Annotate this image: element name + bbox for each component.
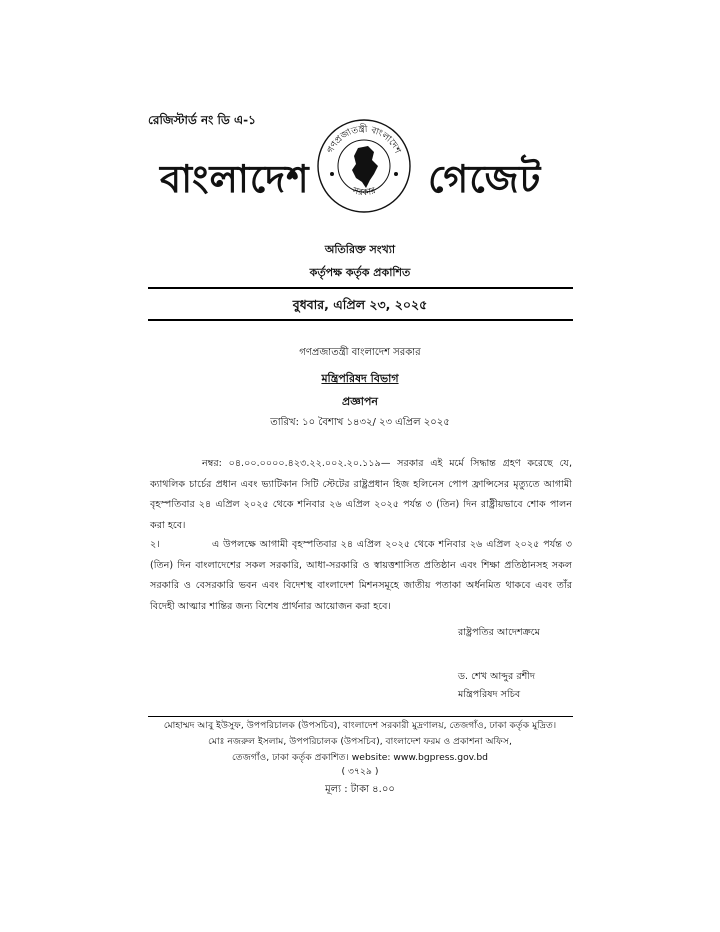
paragraph-2-number: ২। — [150, 539, 160, 550]
signature-order: রাষ্ট্রপতির আদেশক্রমে — [458, 627, 540, 638]
bangladesh-map-icon — [352, 146, 378, 188]
registered-number: রেজিস্টার্ড নং ডি এ-১ — [148, 113, 256, 127]
footer-website-line: তেজগাঁও, ঢাকা কর্তৃক প্রকাশিত। website: www.bgpress.gov.bd — [232, 752, 488, 763]
gazette-title-right: গেজেট — [428, 157, 542, 201]
division-name: মন্ত্রিপরিষদ বিভাগ — [321, 372, 399, 385]
paragraph-2 — [150, 535, 572, 617]
gazette-title-left: বাংলাদেশ — [160, 157, 310, 201]
price-label: মূল্য : টাকা ৪.০০ — [325, 784, 395, 795]
government-name: গণপ্রজাতন্ত্রী বাংলাদেশ সরকার — [299, 347, 421, 358]
paragraph-1: নম্বর: ০৪.০০.০০০০.৪২৩.২২.০০২.২০.১১৯— সরকার এই মর্মে সিদ্ধান্ত গ্রহণ করেছে যে, ক্যাথলিক চার্চের প্রধান এবং ভ্যাটিকান সিটি স্টেটের রাষ্ট্রপ্রধান হিজ হলিনেস পোপ ফ্রান্সিসের মৃত্যুতে আগামী বৃহস্পতিবার ২৪ এপ্রিল ২০২৫ থেকে শনিবার ২৬ এপ্রিল ২০২৫ পর্যন্ত ৩ (তিন) দিন রাষ্ট্রীয়ভাবে শোক পালন করা হবে। — [150, 458, 572, 531]
footer-publisher-line: মোঃ নজরুল ইসলাম, উপপরিচালক (উপসচিব), বাংলাদেশ ফরম ও প্রকাশনা অফিস, — [208, 736, 512, 747]
published-by-label: কর্তৃপক্ষ কর্তৃক প্রকাশিত — [309, 266, 411, 279]
seal-text-top: গণপ্রজাতন্ত্রী বাংলাদেশ — [325, 124, 403, 156]
header-rule-bottom — [148, 319, 573, 321]
gazette-date: বুধবার, এপ্রিল ২৩, ২০২৫ — [292, 297, 428, 312]
notice-date: তারিখ: ১০ বৈশাখ ১৪৩২/ ২৩ এপ্রিল ২০২৫ — [270, 417, 450, 428]
svg-text:সরকার — [350, 186, 378, 199]
paragraph-2-text: এ উপলক্ষে আগামী বৃহস্পতিবার ২৪ এপ্রিল ২০২৫ থেকে শনিবার ২৬ এপ্রিল ২০২৫ পর্যন্ত ৩ (তিন) দিন বাংলাদেশের সকল সরকারি, আধা-সরকারি ও স্বায়ত্তশাসিত প্রতিষ্ঠান এবং শিক্ষা প্রতিষ্ঠানসহ সকল সরকারি ও বেসরকারি ভবন এবং বিদেশস্থ বাংলাদেশ মিশনসমূহে জাতীয় পতাকা অর্ধনমিত থাকবে এবং তাঁর বিদেহী আত্মার শান্তির জন্য বিশেষ প্রার্থনার আয়োজন করা হবে। — [150, 539, 572, 612]
footer-rule — [148, 716, 573, 717]
seal-text-bottom: সরকার — [350, 185, 378, 199]
notice-title: প্রজ্ঞাপন — [342, 395, 378, 408]
government-seal — [316, 118, 412, 214]
extra-issue-label: অতিরিক্ত সংখ্যা — [324, 243, 396, 256]
footer-printer-line: মোহাম্মদ আবু ইউসুফ, উপপরিচালক (উপসচিব), বাংলাদেশ সরকারী মুদ্রণালয়, তেজগাঁও, ঢাকা কর্তৃক মুদ্রিত। — [163, 720, 557, 731]
signatory-designation: মন্ত্রিপরিষদ সচিব — [458, 689, 521, 700]
header-rule-top — [148, 287, 573, 289]
signatory-name: ড. শেখ আব্দুর রশীদ — [458, 671, 536, 682]
page-number: ( ৩৭২৯ ) — [341, 766, 379, 777]
